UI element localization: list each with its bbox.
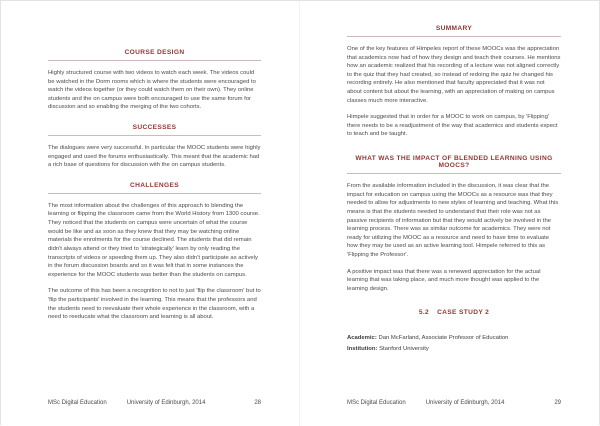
case-study-number: 5.2 [418,309,430,317]
paragraph: The dialogues were very successful. In particular the MOOC students were highly engaged and used the forums enthusiastically. This meant that the academic had a rich base of questions for discussion with the on campus students. [48,145,261,169]
heading-course-design: COURSE DESIGN [48,49,261,61]
paragraph: The most information about the challenges of this approach to blending the learning or flipping the classroom came from the World History from 1300 course. They noticed that the students on campus were uncertain of what the course would be like and as soon as they knew that they may be watching online materials the enrolments for the course declined. The students that did remain didn't always attend or they tried to 'strategically' learn by only reading the transcripts of videos or speeding them up. They also didn't participate as actively in the forum discussion boards and so it was felt that in some instances the experience for the MOOC students was better than the students on campus. [48,202,260,278]
section-impact [347,155,561,293]
case-study-title: CASE STUDY 2 [437,309,490,317]
paragraph: One of the key features of Himpeles report of these MOOCs was the appreciation that academics now had of how they design and teach their courses. He mentions how an academic realized that his recording of a lecture was not aligned correctly to the quiz that they had created, so instead of redoing the quiz he changed his recording entirely. He also mentioned that faculty appreciated that it was not about content but about the learning, with an appreciation of making on campus classes much more interactive. [347,46,561,104]
academic-label: Academic: [347,335,377,342]
heading-successes: SUCCESSES [48,124,261,136]
paragraph: A positive impact was that there was a renewed appreciation for the actual learning that was taking place, and much more thought was applied to the learning design. [347,268,541,292]
section-case-study-2 [347,309,561,353]
page-number: 28 [254,400,261,406]
heading-case-study-2 [347,309,561,316]
section-successes [48,124,261,170]
section-course-design [48,49,261,112]
heading-summary: SUMMARY [347,25,561,37]
page-right [300,1,599,426]
institution-line [347,345,561,354]
page-number: 29 [554,400,561,406]
heading-impact: WHAT WAS THE IMPACT OF BLENDED LEARNING USING MOOCS? [347,155,561,174]
heading-challenges: CHALLENGES [48,182,261,194]
academic-value: Dan McFarland, Associate Professor of Education [378,335,509,342]
footer-institution: University of Edinburgh, 2014 [126,400,206,406]
page-footer-left [48,400,261,406]
page-right-content [300,1,599,354]
section-challenges [48,182,261,322]
paragraph: Highly structured course with two videos to watch each week. The videos could be watched in the Dorm rooms which is where the students were encouraged to watch the videos together (or they could watch them on their own). They online students and the on campus were both encouraged to use the same forum for discussion and so enabling the merging of the two cohorts. [48,70,256,111]
section-summary [347,25,561,139]
footer-course-name: MSc Digital Education [48,400,107,406]
page-left-content [1,1,299,322]
page-left [1,1,300,426]
footer-course-name: MSc Digital Education [347,400,406,406]
footer-institution: University of Edinburgh, 2014 [425,400,505,406]
page-footer-right [347,400,561,406]
case-study-meta [347,334,561,353]
institution-label: Institution: [347,346,378,353]
paragraph: The outcome of this has been a recognition to not to just 'flip the classroom' but to 'flip the participants' involved in the learning. This means that the professors and the students need to reevaluate their whole experience in the classroom, with a need to reeducate what the classroom and learning is all about. [48,288,261,321]
paragraph: Himpele suggested that in order for a MOOC to work on campus, by 'Flipping' there needs to be a readjustment of the way that academics and students expect to teach and be taught. [347,114,558,138]
paragraph: From the available information included in the discussion, it was clear that the impact for education on campus using the MOOCs as a resource was that they needed to allow for adjustments to new styles of learning and teaching. What this means is that the students needed to understand that their role was not as passive recipients of information but that they would actively be involved in the learning process. There was as similar outcome for academics. They were not ready for utilizing the MOOC as a resource and need to have time to evaluate how they may be used as an active learning tool. Himpele referred to this as 'Flipping the Professor'. [347,183,559,258]
academic-line [347,334,561,343]
institution-value: Stanford University [379,346,429,353]
